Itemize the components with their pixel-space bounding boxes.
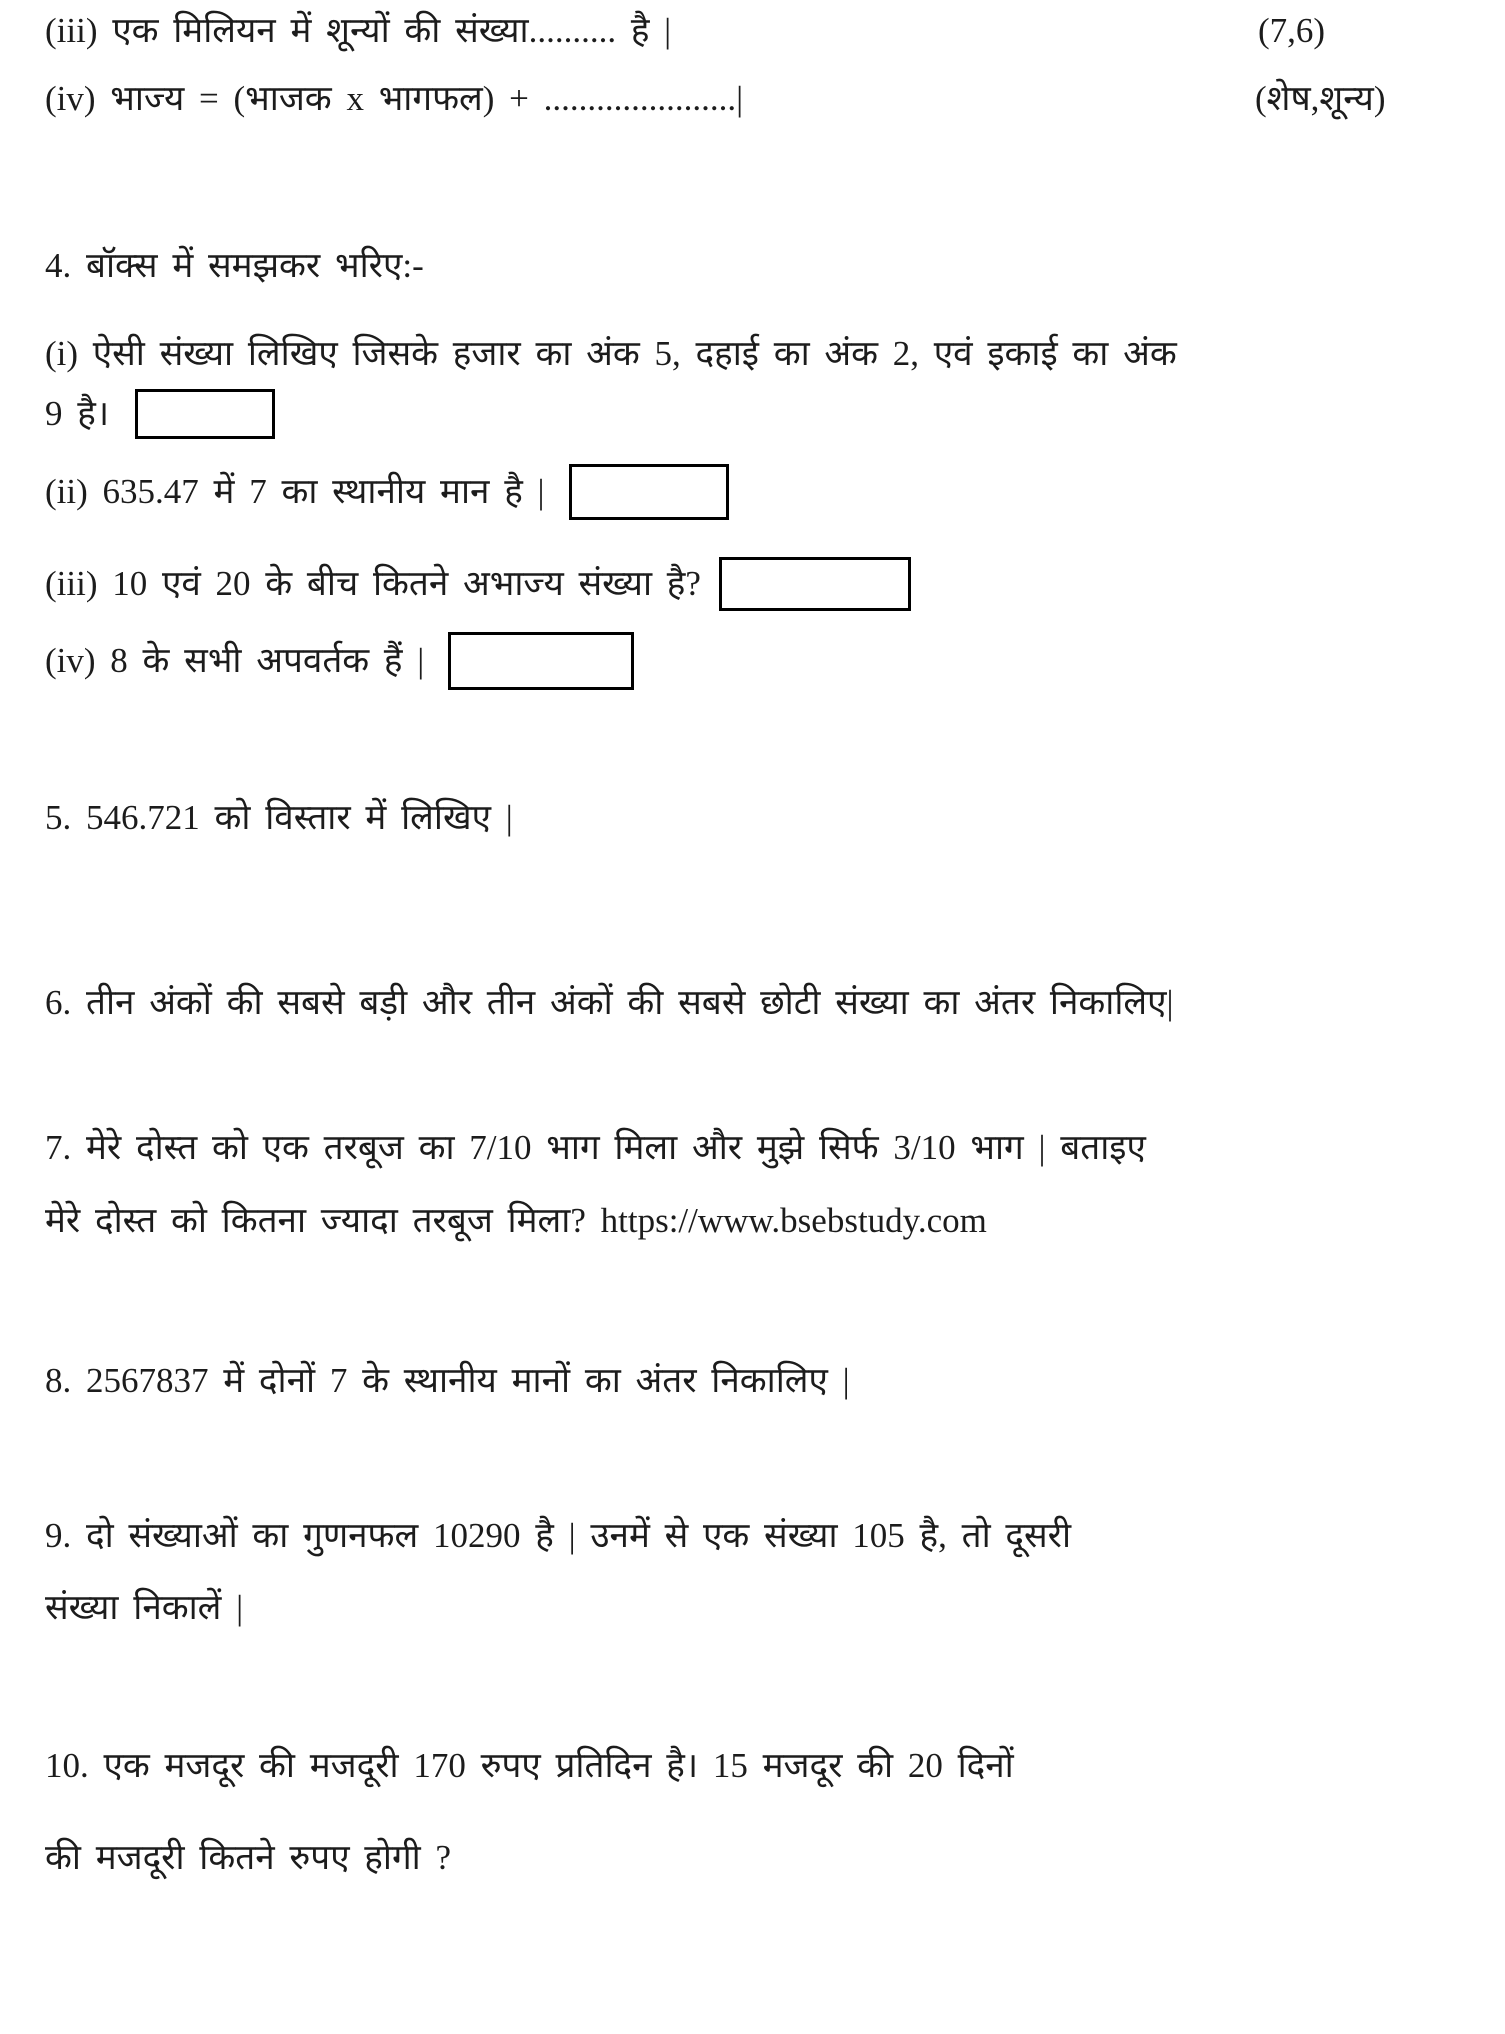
answer-box-4-ii[interactable]	[569, 464, 729, 520]
question-4-ii-row	[45, 460, 1495, 524]
fill-blank-row-iii	[45, 8, 1495, 54]
question-4-i-line2-row	[45, 383, 1495, 445]
question-6-text: 6. तीन अंकों की सबसे बड़ी और तीन अंकों की सबसे छोटी संख्या का अंतर निकालिए|	[45, 983, 1174, 1022]
question-4-title: 4. बॉक्स में समझकर भरिए:-	[45, 246, 424, 285]
question-4-iv-row	[45, 628, 1495, 694]
question-7-line2-row	[45, 1198, 1495, 1244]
question-4-iii-text: (iii) 10 एवं 20 के बीच कितने अभाज्य संख्या है?	[45, 564, 701, 603]
fill-blank-iv-text: (iv) भाज्य = (भाजक x भागफल) + ......................|	[45, 79, 744, 118]
fill-blank-iii-answer: (7,6)	[1258, 11, 1326, 50]
question-5-text: 5. 546.721 को विस्तार में लिखिए |	[45, 798, 513, 837]
question-4-iii-row	[45, 553, 1495, 615]
fill-blank-iii-text: (iii) एक मिलियन में शून्यों की संख्या.......... है |	[45, 11, 672, 50]
fill-blank-row-iv	[45, 76, 1495, 122]
fill-blank-iv-answer: (शेष,शून्य)	[1255, 79, 1386, 118]
question-8-text: 8. 2567837 में दोनों 7 के स्थानीय मानों का अंतर निकालिए |	[45, 1361, 850, 1400]
question-9-line1: 9. दो संख्याओं का गुणनफल 10290 है | उनमें से एक संख्या 105 है, तो दूसरी	[45, 1516, 1072, 1555]
question-4-i-line1: (i) ऐसी संख्या लिखिए जिसके हजार का अंक 5, दहाई का अंक 2, एवं इकाई का अंक	[45, 334, 1177, 373]
question-4-iv-text: (iv) 8 के सभी अपवर्तक हैं |	[45, 641, 425, 680]
question-7-line1: 7. मेरे दोस्त को एक तरबूज का 7/10 भाग मिला और मुझे सिर्फ 3/10 भाग | बताइए	[45, 1128, 1146, 1167]
question-4-i-line2-text: 9 है।	[45, 394, 110, 433]
question-10-line2: की मजदूरी कितने रुपए होगी ?	[45, 1838, 452, 1877]
question-4-ii-text: (ii) 635.47 में 7 का स्थानीय मान है |	[45, 472, 545, 511]
question-7-line2-text: मेरे दोस्त को कितना ज्यादा तरबूज मिला?	[45, 1201, 586, 1240]
answer-box-4-iii[interactable]	[719, 557, 911, 611]
answer-box-4-i[interactable]	[135, 389, 275, 439]
website-url: https://www.bsebstudy.com	[600, 1201, 987, 1240]
answer-box-4-iv[interactable]	[448, 632, 634, 690]
question-9-line2: संख्या निकालें |	[45, 1588, 244, 1627]
question-10-line1: 10. एक मजदूर की मजदूरी 170 रुपए प्रतिदिन है। 15 मजदूर की 20 दिनों	[45, 1746, 1014, 1785]
